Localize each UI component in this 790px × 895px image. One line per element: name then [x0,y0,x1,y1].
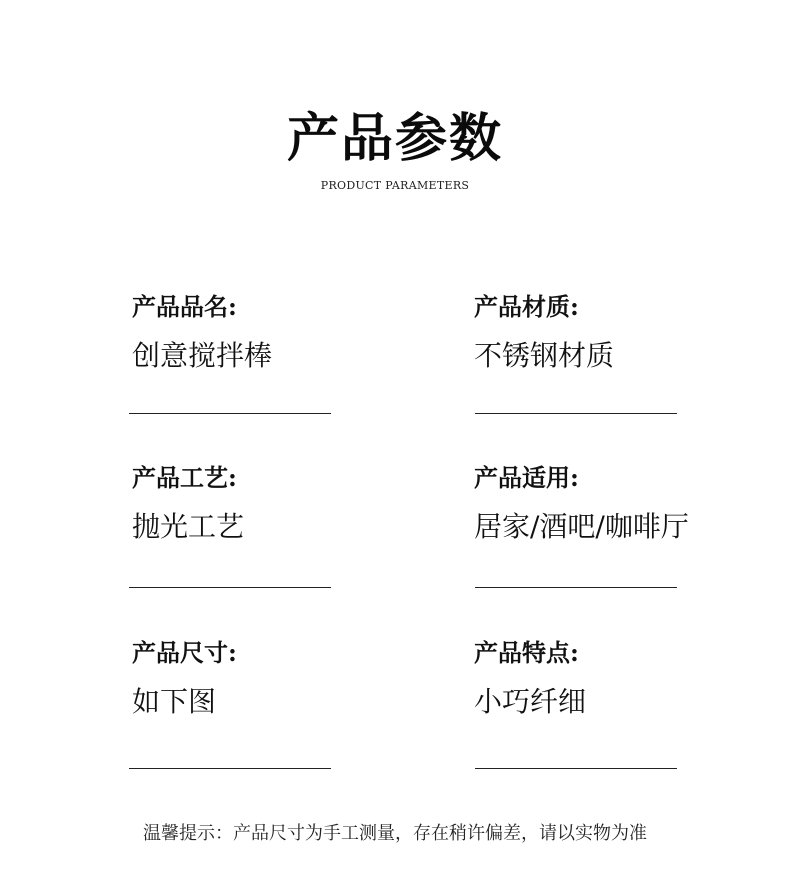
param-value: 抛光工艺 [132,510,245,543]
param-label: 产品特点: [474,638,579,667]
param-value: 创意搅拌棒 [132,339,273,372]
param-label: 产品工艺: [132,463,237,492]
param-size [132,638,372,720]
divider-line [129,413,331,414]
param-value: 如下图 [132,685,217,718]
param-value: 居家/酒吧/咖啡厅 [474,510,689,543]
param-product-name [132,292,372,374]
param-label: 产品品名: [132,292,237,321]
param-usage [474,463,774,545]
divider-line [475,587,677,588]
param-feature [474,638,714,720]
divider-line [475,413,677,414]
param-label: 产品尺寸: [132,638,237,667]
param-label: 产品材质: [474,292,579,321]
divider-line [475,768,677,769]
divider-line [129,768,331,769]
param-label: 产品适用: [474,463,579,492]
param-value: 不锈钢材质 [474,339,615,372]
param-value: 小巧纤细 [474,685,587,718]
page-title: 产品参数 [286,108,503,169]
param-craft [132,463,372,545]
divider-line [129,587,331,588]
param-material [474,292,714,374]
page-subtitle: PRODUCT PARAMETERS [320,179,470,192]
footer-note: 温馨提示：产品尺寸为手工测量，存在稍许偏差，请以实物为准 [143,823,647,844]
